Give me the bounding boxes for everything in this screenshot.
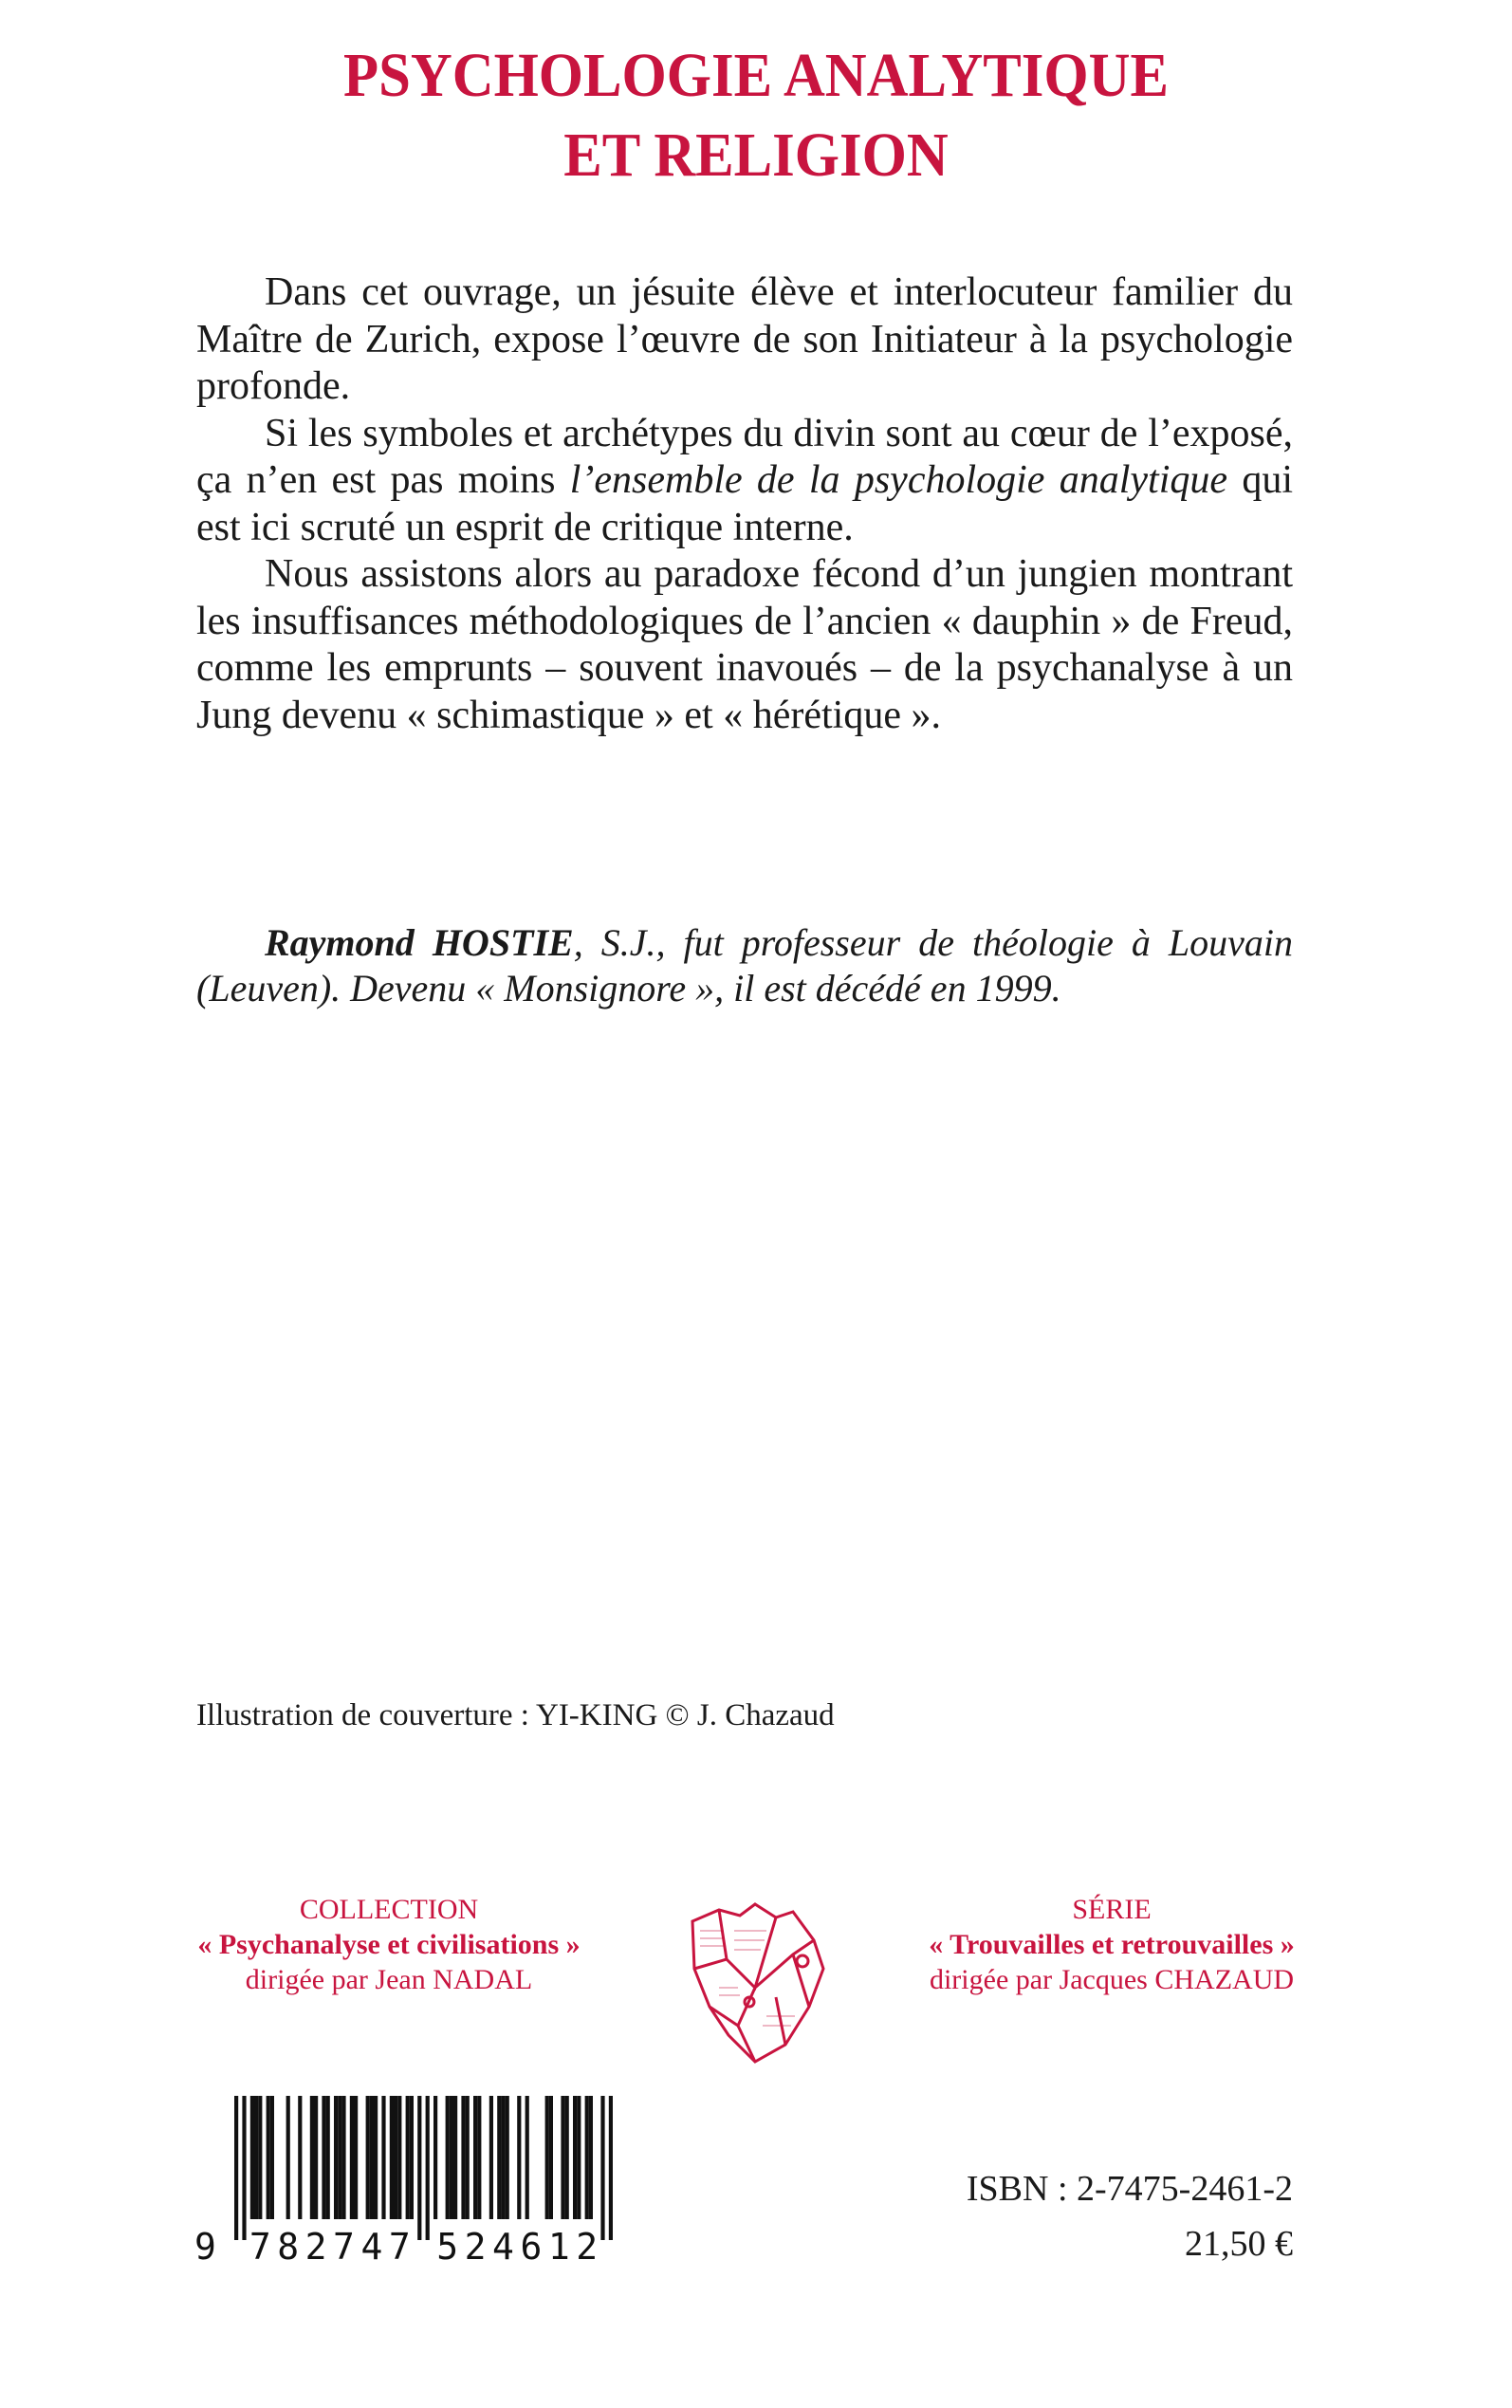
barcode-bar [350,2096,354,2219]
barcode-bar [338,2096,341,2219]
barcode-bar [326,2096,330,2219]
summary-text: Si les symboles et archétypes du divin sont au cœur de l’exposé, ça n’en est pas moins [196,411,1293,502]
barcode-digit: 4 [360,2226,383,2263]
barcode-bar [390,2096,394,2219]
barcode-digit: 2 [304,2226,327,2263]
barcode-bar [585,2096,589,2219]
publisher-logo-icon [681,1902,833,2064]
barcode-bar [286,2096,290,2219]
summary-paragraph-2 [196,411,1293,552]
collection-label: COLLECTION [299,1894,479,1925]
barcode-bar [545,2096,549,2219]
barcode-bar [381,2096,385,2219]
barcode-bar [417,2096,421,2240]
barcode-digit: 9 [194,2226,216,2263]
serie-block [846,1892,1377,1997]
barcode-bar [453,2096,457,2219]
barcode-bar [446,2096,450,2219]
barcode-digit: 5 [436,2226,459,2263]
barcode-bar [314,2096,318,2219]
barcode-bar [489,2096,493,2219]
barcode-bar [565,2096,569,2219]
barcode-bar [254,2096,258,2219]
barcode-bar [609,2096,613,2240]
barcode-digit: 8 [277,2226,300,2263]
barcode-bar [341,2096,345,2219]
isbn-block [967,2161,1293,2271]
barcode-bar [410,2096,414,2219]
barcode-bar [573,2096,577,2219]
barcode-digit: 7 [249,2226,271,2263]
collection-block [123,1892,655,1997]
serie-director: dirigée par Jacques CHAZAUD [929,1964,1295,1995]
barcode-bar [234,2096,238,2240]
barcode-bar [366,2096,370,2219]
barcode-bar [506,2096,509,2219]
author-bio-text: , S.J., fut professeur de théologie à Louvain (Leuven). Devenu « Monsignore », il est décédé en 1999. [196,921,1293,1010]
barcode-bar [397,2096,401,2219]
barcode [185,2092,631,2263]
barcode-bar [250,2096,254,2219]
barcode-bar [374,2096,378,2219]
author-bio [196,920,1293,1011]
barcode-bar [450,2096,453,2219]
summary [196,269,1293,739]
isbn: ISBN : 2-7475-2461-2 [966,2169,1293,2209]
serie-label: SÉRIE [1072,1894,1152,1925]
barcode-bar [298,2096,302,2219]
barcode-digit: 1 [547,2226,570,2263]
barcode-bar [473,2096,477,2219]
book-title [0,36,1512,195]
title-line-1: PSYCHOLOGIE ANALYTIQUE [343,41,1169,110]
barcode-digit: 6 [520,2226,543,2263]
barcode-bar [270,2096,274,2219]
barcode-bar [497,2096,501,2219]
barcode-digit: 7 [388,2226,411,2263]
summary-text: qui est ici scruté un esprit de critique interne. [196,458,1293,549]
barcode-bar [577,2096,581,2219]
summary-paragraph-3: Nous assistons alors au paradoxe fécond d’un jungien montrant les insuffisances méthodologiques de l’ancien « dauphin » de Freud, comme les emprunts – souvent inavoués – de la psychanalyse à un Jung devenu « schimastique » et « hérétique ». [196,552,1293,737]
barcode-bar [466,2096,470,2219]
barcode-bar [561,2096,564,2219]
author-name: Raymond HOSTIE [265,921,574,964]
barcode-bar [406,2096,410,2219]
barcode-bar [600,2096,604,2240]
summary-paragraph-1: Dans cet ouvrage, un jésuite élève et interlocuteur familier du Maître de Zurich, expose l’œuvre de son Initiateur à la psychologie profonde. [196,270,1293,408]
barcode-bar [394,2096,397,2219]
barcode-bar [242,2096,246,2240]
serie-name: « Trouvailles et retrouvailles » [929,1929,1295,1960]
barcode-bar [258,2096,262,2219]
barcode-bar [354,2096,358,2219]
barcode-bar [267,2096,270,2219]
title-line-2: ET RELIGION [563,120,949,190]
collection-name: « Psychanalyse et civilisations » [197,1929,581,1960]
barcode-digit: 7 [333,2226,355,2263]
barcode-digit: 2 [576,2226,599,2263]
summary-italic: l’ensemble de la psychologie analytique [569,458,1228,502]
barcode-bar [477,2096,481,2219]
barcode-bar [322,2096,325,2219]
barcode-bar [517,2096,521,2219]
barcode-bar [370,2096,374,2219]
barcode-digit: 2 [464,2226,487,2263]
barcode-bar [310,2096,314,2219]
collection-director: dirigée par Jean NADAL [245,1964,533,1995]
barcode-bar [526,2096,529,2219]
barcode-bar [334,2096,338,2219]
barcode-bar [589,2096,593,2219]
barcode-digit: 4 [492,2226,514,2263]
illustration-credit: Illustration de couverture : YI-KING © J. Chazaud [196,1698,835,1732]
barcode-bar [461,2096,465,2219]
barcode-bar [426,2096,430,2240]
barcode-bar [549,2096,553,2219]
barcode-bar [433,2096,437,2219]
barcode-bar [501,2096,505,2219]
price: 21,50 € [1185,2224,1293,2264]
